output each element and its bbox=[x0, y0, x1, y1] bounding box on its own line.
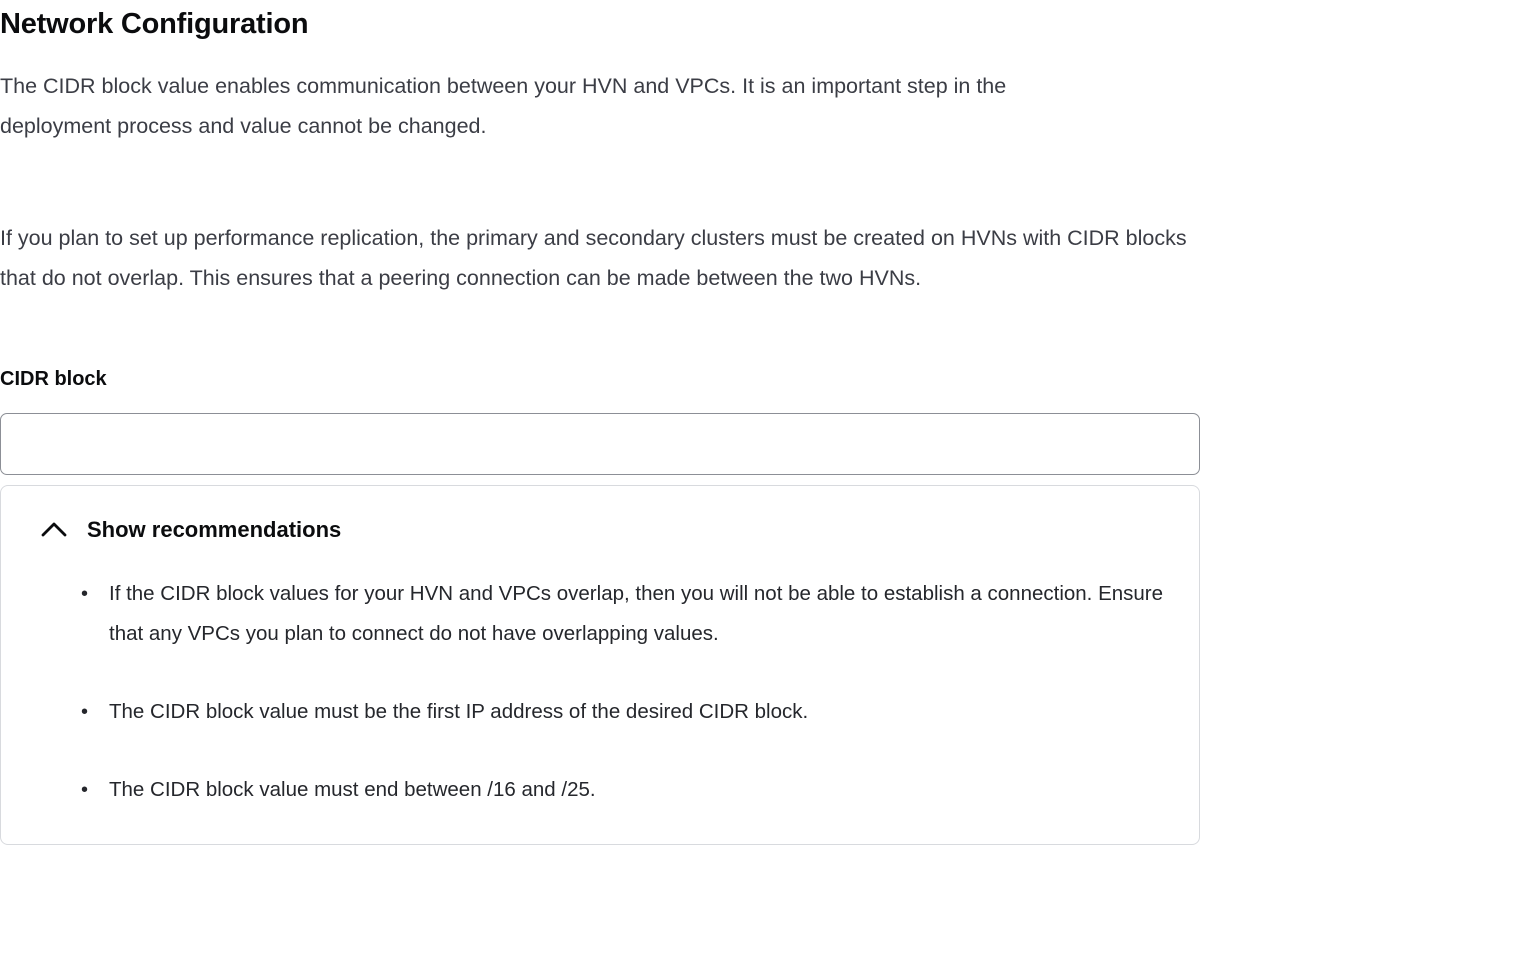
page-title: Network Configuration bbox=[0, 8, 309, 40]
recommendations-panel bbox=[0, 485, 1200, 845]
intro-paragraph-2: If you plan to set up performance replication, the primary and secondary clusters must be created on HVNs with CIDR blocks that do not overlap. This ensures that a peering connection can be made between the two HVNs. bbox=[0, 226, 1187, 290]
show-recommendations-toggle[interactable] bbox=[29, 512, 1171, 548]
list-item: • If the CIDR block values for your HVN and VPCs overlap, then you will not be able to establish a connection. Ensure that any VPCs you plan to connect do not have overlapping values. bbox=[81, 574, 1171, 654]
intro-paragraph-1: The CIDR block value enables communication between your HVN and VPCs. It is an important step in the deployment process and value cannot be changed. bbox=[0, 74, 1007, 138]
list-item: • The CIDR block value must end between /16 and /25. bbox=[81, 770, 1171, 810]
cidr-block-label: CIDR block bbox=[0, 368, 107, 390]
show-recommendations-label: Show recommendations bbox=[87, 517, 342, 542]
recommendations-list bbox=[29, 574, 1171, 810]
list-item: • The CIDR block value must be the first IP address of the desired CIDR block. bbox=[81, 692, 1171, 732]
chevron-up-icon bbox=[39, 519, 69, 541]
cidr-block-input[interactable] bbox=[0, 413, 1200, 475]
